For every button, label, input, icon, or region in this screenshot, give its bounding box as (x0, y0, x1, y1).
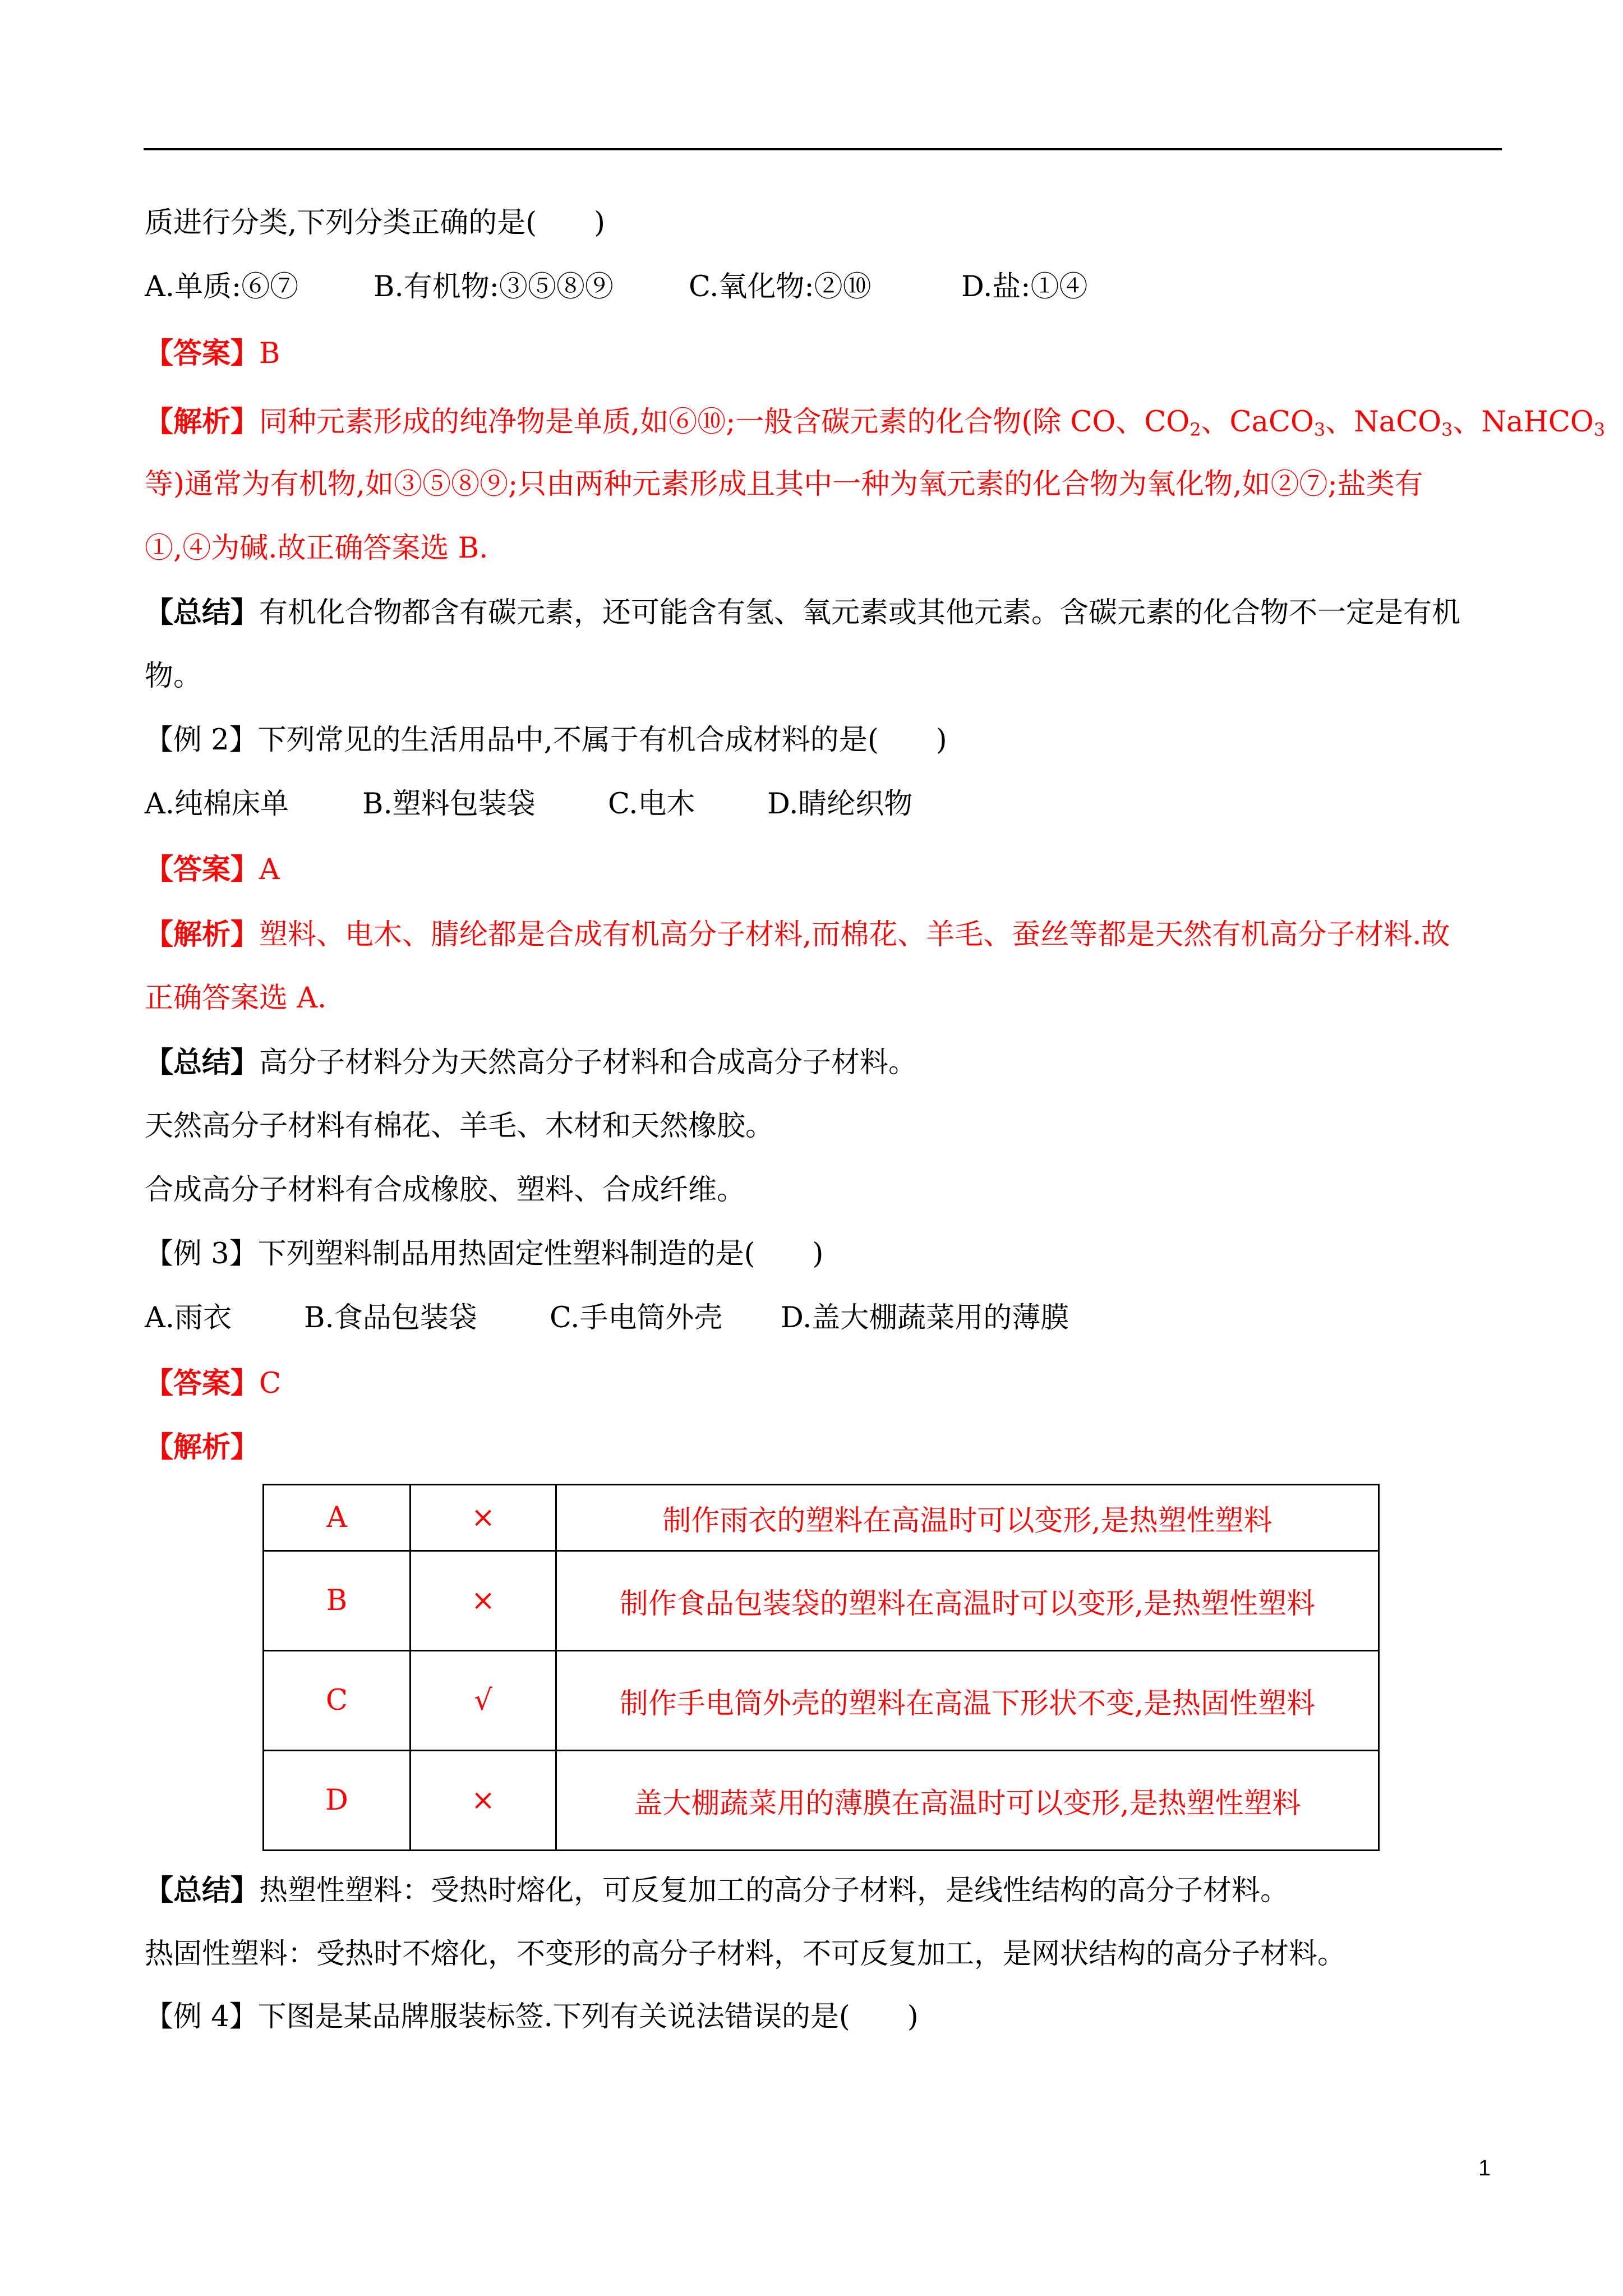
q1-summary-line1 (145, 596, 1460, 630)
answer-tag: 【答案】 (145, 853, 260, 886)
q2-analysis-line1 (145, 918, 1450, 952)
q1-analysis-line3: ①,④为碱.故正确答案选 B. (145, 532, 488, 565)
analysis-tag: 【解析】 (145, 405, 260, 439)
page-number: 1 (1478, 2156, 1491, 2180)
q2-summary-line2: 天然高分子材料有棉花、羊毛、木材和天然橡胶。 (145, 1110, 774, 1143)
reason-cell: 盖大棚蔬菜用的薄膜在高温时可以变形,是热塑性塑料 (556, 1751, 1379, 1851)
answer-value: B (259, 337, 280, 370)
analysis-tag: 【解析】 (145, 918, 260, 951)
answer-value: C (259, 1367, 282, 1400)
q2-summary-line1 (145, 1046, 917, 1080)
q2-option-c: C.电木 (608, 788, 695, 821)
q3-analysis-tag: 【解析】 (145, 1430, 260, 1464)
mark-cell: × (411, 1551, 556, 1651)
q3-option-b: B.食品包装袋 (304, 1301, 477, 1335)
q3-answer (145, 1366, 281, 1401)
analysis-table (262, 1484, 1380, 1851)
answer-tag: 【答案】 (145, 337, 260, 370)
q1-answer (145, 337, 280, 371)
analysis-text: 同种元素形成的纯净物是单质,如⑥⑩;一般含碳元素的化合物(除 CO、CO (259, 406, 1190, 439)
q1-option-c: C.氧化物:②⑩ (689, 270, 872, 303)
subscript: 3 (1313, 419, 1326, 440)
mark-cell: × (411, 1751, 556, 1851)
q3-options (145, 1301, 1491, 1335)
q1-option-b: B.有机物:③⑤⑧⑨ (374, 270, 614, 303)
reason-cell: 制作雨衣的塑料在高温时可以变形,是热塑性塑料 (556, 1485, 1379, 1551)
q2-option-d: D.睛纶织物 (767, 788, 913, 821)
summary-text: 有机化合物都含有碳元素，还可能含有氢、氧元素或其他元素。含碳元素的化合物不一定是有机 (259, 596, 1461, 629)
q2-answer (145, 853, 280, 887)
q2-stem: 【例 2】下列常见的生活用品中,不属于有机合成材料的是( ) (145, 724, 947, 757)
q1-option-d: D.盐:①④ (961, 270, 1088, 303)
q1-summary-line2: 物。 (145, 660, 202, 693)
mark-cell: × (411, 1485, 556, 1551)
analysis-text: 、NaCO (1325, 406, 1442, 439)
q2-analysis-line2: 正确答案选 A. (145, 982, 327, 1015)
q1-analysis-line2: 等)通常为有机物,如③⑤⑧⑨;只由两种元素形成且其中一种为氧元素的化合物为氧化物,如②⑦;盐类有 (145, 468, 1423, 501)
option-cell: D (264, 1751, 411, 1851)
q3-stem: 【例 3】下列塑料制品用热固定性塑料制造的是( ) (145, 1237, 824, 1271)
table-row (264, 1651, 1379, 1751)
q3-option-d: D.盖大棚蔬菜用的薄膜 (781, 1301, 1069, 1335)
q1-options (145, 270, 1491, 304)
table-row (264, 1751, 1379, 1851)
option-cell: A (264, 1485, 411, 1551)
q2-summary-line3: 合成高分子材料有合成橡胶、塑料、合成纤维。 (145, 1174, 746, 1207)
summary-tag: 【总结】 (145, 1046, 260, 1079)
subscript: 3 (1593, 419, 1606, 440)
q3-summary-line2: 热固性塑料：受热时不熔化，不变形的高分子材料，不可反复加工，是网状结构的高分子材料。 (145, 1938, 1347, 1971)
q3-option-a: A.雨衣 (145, 1301, 232, 1335)
q4-stem: 【例 4】下图是某品牌服装标签.下列有关说法错误的是( ) (145, 2000, 919, 2033)
q1-stem: 质进行分类,下列分类正确的是( ) (145, 206, 606, 240)
summary-text: 热塑性塑料：受热时熔化，可反复加工的高分子材料，是线性结构的高分子材料。 (259, 1874, 1289, 1907)
q2-options (145, 788, 1491, 821)
analysis-text: 塑料、电木、腈纶都是合成有机高分子材料,而棉花、羊毛、蚕丝等都是天然有机高分子材料.故 (259, 918, 1450, 951)
q2-option-b: B.塑料包装袋 (362, 788, 536, 821)
header-rule (144, 148, 1502, 150)
q1-analysis-line1 (145, 405, 1605, 439)
reason-cell: 制作食品包装袋的塑料在高温时可以变形,是热塑性塑料 (556, 1551, 1379, 1651)
table-row (264, 1551, 1379, 1651)
table-row (264, 1485, 1379, 1551)
summary-text: 高分子材料分为天然高分子材料和合成高分子材料。 (259, 1046, 917, 1079)
answer-value: A (259, 853, 280, 886)
q3-option-c: C.手电筒外壳 (550, 1301, 723, 1335)
option-cell: B (264, 1551, 411, 1651)
subscript: 3 (1441, 419, 1453, 440)
analysis-text: 、NaHCO (1453, 406, 1594, 439)
subscript: 2 (1189, 419, 1201, 440)
answer-tag: 【答案】 (145, 1366, 260, 1400)
reason-cell: 制作手电筒外壳的塑料在高温下形状不变,是热固性塑料 (556, 1651, 1379, 1751)
analysis-text: 、CaCO (1201, 406, 1314, 439)
mark-cell: √ (411, 1651, 556, 1751)
summary-tag: 【总结】 (145, 1874, 260, 1907)
q1-option-a: A.单质:⑥⑦ (145, 270, 299, 303)
q2-option-a: A.纯棉床单 (145, 788, 289, 821)
summary-tag: 【总结】 (145, 596, 260, 629)
q3-summary-line1 (145, 1874, 1289, 1908)
option-cell: C (264, 1651, 411, 1751)
